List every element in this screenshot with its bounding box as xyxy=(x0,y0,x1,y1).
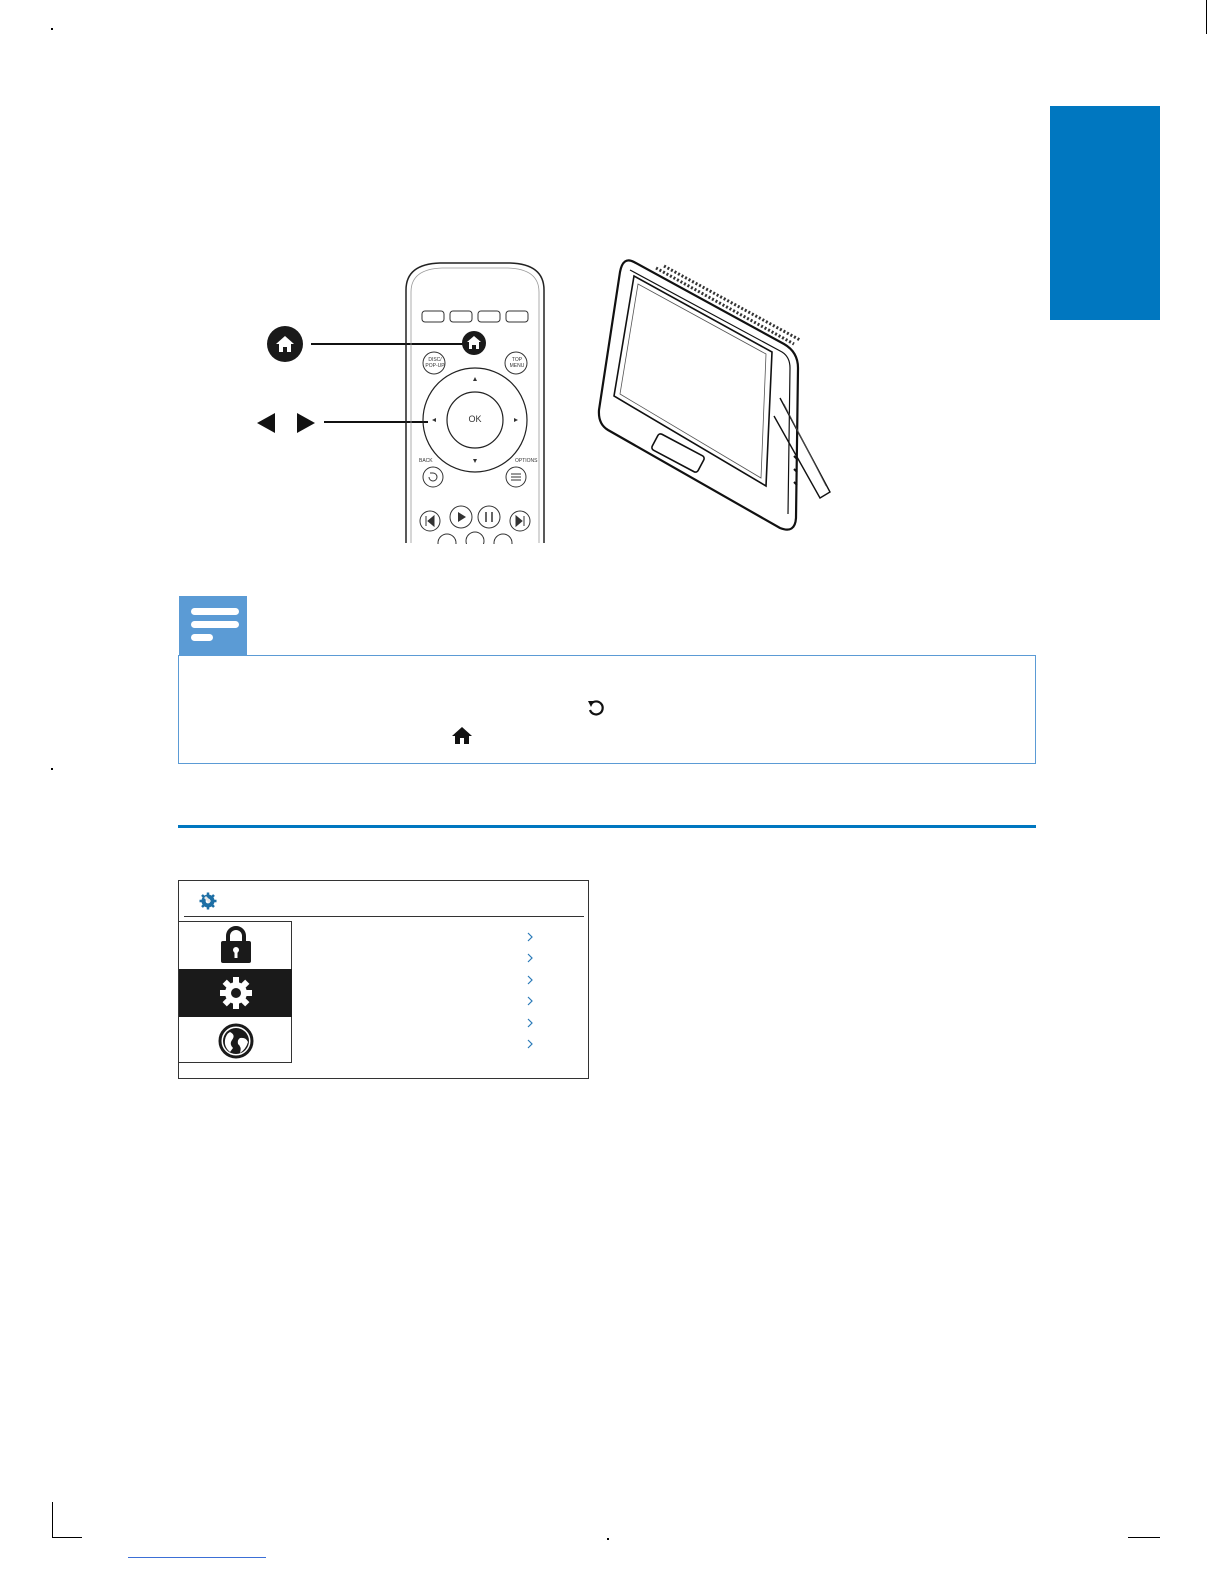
left-arrow-icon xyxy=(256,412,276,434)
note-box xyxy=(178,655,1036,764)
language-tab xyxy=(1050,106,1160,320)
chevron-right-icon[interactable] xyxy=(525,1016,535,1030)
home-callout-icon xyxy=(267,326,303,362)
remote-options-label: OPTIONS xyxy=(515,458,538,464)
remote-disc-menu-label: DISC/ POP-UP xyxy=(425,357,445,369)
note-icon xyxy=(179,596,247,655)
settings-gear-icon xyxy=(199,892,217,910)
chevron-right-icon[interactable] xyxy=(525,973,535,987)
footer-link-underline xyxy=(128,1557,266,1558)
remote-ok-label: OK xyxy=(468,414,482,424)
remote-back-label: BACK xyxy=(419,458,433,464)
globe-icon xyxy=(218,1023,254,1059)
chevron-right-icon[interactable] xyxy=(525,1037,535,1051)
chevron-right-icon[interactable] xyxy=(525,994,535,1008)
portable-player-illustration xyxy=(594,256,838,538)
remote-control-illustration xyxy=(400,260,550,544)
crop-mark xyxy=(52,1537,82,1538)
home-icon xyxy=(451,726,473,745)
crop-mark xyxy=(51,768,53,770)
settings-screen xyxy=(178,880,589,1079)
category-gear[interactable] xyxy=(179,969,292,1017)
chevron-right-icon[interactable] xyxy=(525,951,535,965)
crop-mark xyxy=(1206,0,1207,34)
right-arrow-icon xyxy=(296,412,316,434)
crop-mark xyxy=(52,1502,53,1538)
crop-mark xyxy=(607,1538,609,1540)
category-lock[interactable] xyxy=(179,921,292,969)
chevron-right-icon[interactable] xyxy=(525,930,535,944)
back-icon xyxy=(587,699,605,718)
screen-header-divider xyxy=(184,916,584,917)
remote-top-menu-label: TOP MENU xyxy=(509,357,525,369)
crop-mark xyxy=(51,28,53,30)
section-divider xyxy=(178,825,1036,828)
lock-icon xyxy=(219,926,253,964)
gear-icon xyxy=(219,976,253,1010)
category-globe[interactable] xyxy=(179,1017,292,1065)
crop-mark xyxy=(1128,1537,1160,1538)
